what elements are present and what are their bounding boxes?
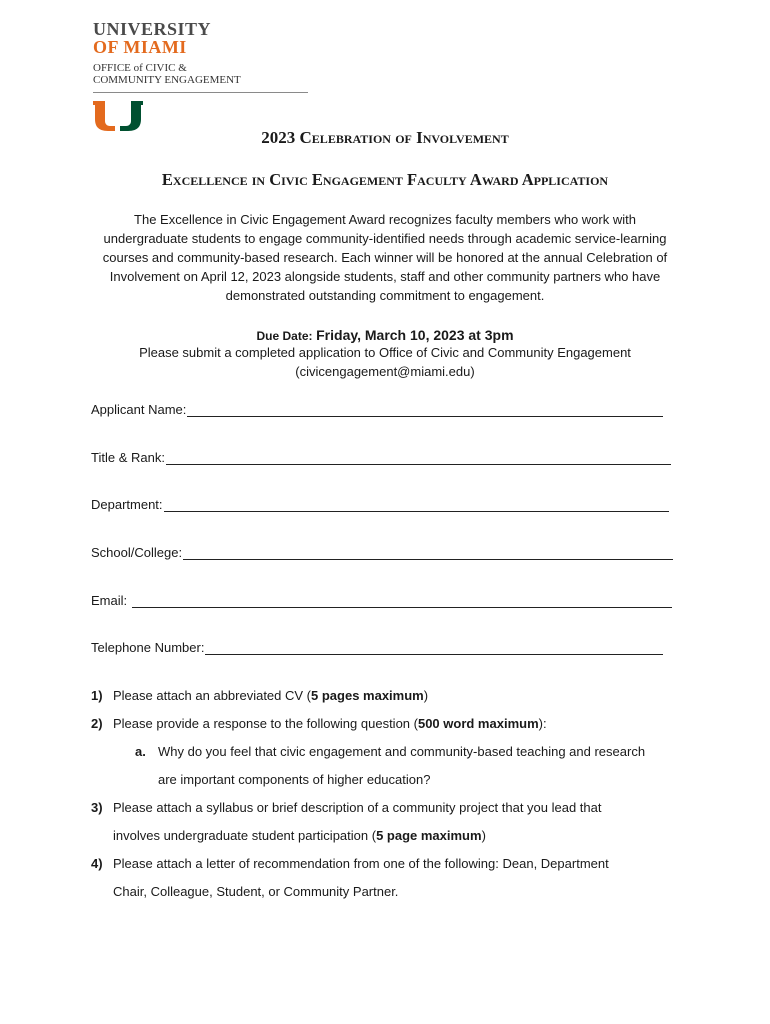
list-item	[91, 710, 691, 738]
school-college-label: School/College:	[91, 545, 183, 560]
department-line[interactable]	[164, 497, 669, 512]
department-field	[91, 494, 669, 512]
telephone-field	[91, 637, 663, 655]
due-date-label: Due Date:	[256, 329, 313, 343]
list-item-number: 2)	[91, 716, 103, 731]
telephone-line[interactable]	[205, 640, 663, 655]
list-subitem-text: are important components of higher education?	[158, 772, 431, 787]
list-item-number: 4)	[91, 856, 103, 871]
submission-line-1: Please submit a completed application to Office of Civic and Community Engagement	[139, 345, 631, 360]
list-item-text: involves undergraduate student participation (	[113, 828, 377, 843]
submission-email: (civicengagement@miami.edu)	[295, 364, 475, 379]
page-subtitle: Excellence in Civic Engagement Faculty Award Application	[161, 170, 609, 189]
submission-instructions	[0, 343, 770, 381]
email-field	[91, 590, 672, 608]
list-subitem	[91, 738, 691, 794]
applicant-name-field	[91, 399, 663, 417]
requirements-list	[91, 682, 691, 906]
list-item-number: 1)	[91, 688, 103, 703]
list-item-bold: 500 word maximum	[417, 716, 539, 731]
list-item-text: Please attach a syllabus or brief description of a community project that you lead that	[113, 800, 602, 815]
intro-paragraph: The Excellence in Civic Engagement Award recognizes faculty members who work with undergraduate students to engage community-identified needs through academic service-learning courses and community-based research. Each winner will be honored at the annual Celebration of Involvement on April 12, 2023 alongside students, staff and other community partners who have demonstrated outstanding commitment to engagement.	[102, 212, 668, 303]
department-label: Department:	[91, 497, 163, 512]
email-line[interactable]	[132, 593, 672, 608]
logo-divider	[93, 92, 308, 93]
page-title: 2023 Celebration of Involvement	[261, 128, 509, 147]
u-logo-green-half	[120, 101, 143, 131]
logo-of-miami-text: OF MIAMI	[93, 37, 187, 57]
list-item-text: )	[423, 688, 429, 703]
title-rank-label: Title & Rank:	[91, 450, 165, 465]
list-item-text: Please attach an abbreviated CV (	[113, 688, 312, 703]
title-rank-field	[91, 447, 671, 465]
u-logo-icon	[93, 101, 143, 131]
due-date-value: Friday, March 10, 2023 at 3pm	[316, 327, 514, 343]
list-item-text: ):	[538, 716, 547, 731]
list-item-text: )	[481, 828, 486, 843]
list-item-text: Please provide a response to the following question (	[113, 716, 418, 731]
list-item	[91, 682, 691, 710]
u-logo-orange-half	[93, 101, 115, 131]
applicant-name-label: Applicant Name:	[91, 402, 187, 417]
list-item	[91, 850, 691, 906]
logo-office-line2: COMMUNITY ENGAGEMENT	[93, 74, 241, 86]
logo-office-line1: OFFICE of CIVIC &	[93, 62, 187, 74]
list-item-bold: 5 pages maximum	[311, 688, 424, 703]
list-item-text: Chair, Colleague, Student, or Community Partner.	[113, 884, 399, 899]
list-item-text	[113, 822, 691, 850]
school-college-line[interactable]	[183, 545, 673, 560]
list-subitem-text: Why do you feel that civic engagement and community-based teaching and research	[158, 744, 646, 759]
telephone-label: Telephone Number:	[91, 640, 205, 655]
list-item-text: Please attach a letter of recommendation from one of the following: Dean, Department	[113, 856, 609, 871]
logo-office-text	[93, 62, 308, 86]
list-item-number: 3)	[91, 800, 103, 815]
logo-university-text: UNIVERSITY	[93, 19, 212, 39]
title-rank-line[interactable]	[166, 450, 671, 465]
applicant-name-line[interactable]	[187, 402, 663, 417]
list-item	[91, 794, 691, 850]
school-college-field	[91, 542, 673, 560]
list-item-bold: 5 page maximum	[376, 828, 482, 843]
list-subitem-letter: a.	[135, 744, 146, 759]
email-label: Email:	[91, 593, 128, 608]
university-logo	[93, 20, 308, 93]
